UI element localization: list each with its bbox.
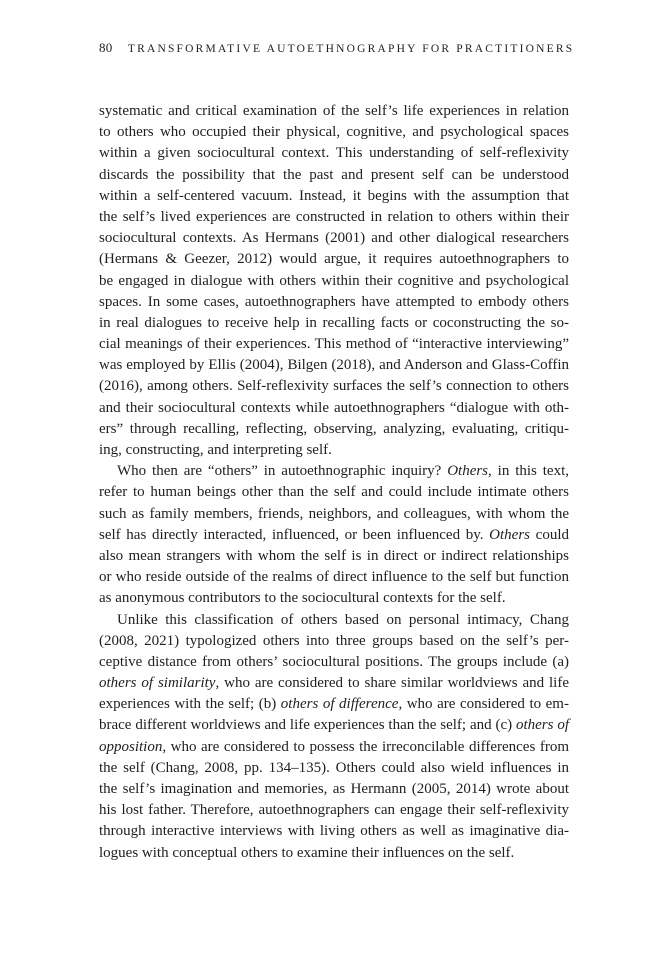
text-line: discards the possibility that the past and present self can be understood (99, 166, 569, 183)
page-number: 80 (99, 40, 113, 55)
text-line: also mean strangers with whom the self is in direct or indirect relationships (99, 547, 569, 564)
italic-term: others of similarity (99, 675, 216, 692)
text-line: refer to human beings other than the self and could include intimate others (99, 484, 569, 501)
text-line: self has directly interacted, influenced, or been influenced by. Others could (99, 526, 569, 543)
text-line: (2008, 2021) typologized others into three groups based on the self’s per- (99, 632, 569, 649)
text-line: was employed by Ellis (2004), Bilgen (2018), and Anderson and Glass-Coffin (99, 357, 569, 374)
text-line: within a given sociocultural context. This understanding of self-reflexivity (99, 145, 569, 162)
text-line: logues with conceptual others to examine their influences on the self. (99, 844, 515, 861)
text-line: the self’s lived experiences are constructed in relation to others within their (99, 208, 569, 225)
text-line: cial meanings of their experiences. This method of “interactive interviewing” (99, 336, 569, 353)
text-line: be engaged in dialogue with others within their cognitive and psychological (99, 272, 569, 289)
text-line: experiences with the self; (b) others of difference, who are considered to em- (99, 696, 569, 713)
text-line: and their sociocultural contexts while autoethnographers “dialogue with oth- (99, 399, 569, 416)
text-line: (Hermans & Geezer, 2012) would argue, it requires autoethnographers to (99, 251, 569, 268)
body-text (99, 101, 569, 864)
text-line: ceptive distance from others’ sociocultural positions. The groups include (a) (99, 653, 569, 670)
text-line: the self (Chang, 2008, pp. 134–135). Others could also wield influences in (99, 759, 569, 776)
text-line: through interactive interviews with living others as well as imaginative dia- (99, 823, 569, 840)
text-line: others of similarity, who are considered to share similar worldviews and life (99, 675, 570, 692)
italic-term: others of (515, 717, 569, 734)
paragraph (99, 461, 569, 609)
italic-term: others of difference (280, 696, 399, 713)
text-line: Who then are “others” in autoethnographic inquiry? Others, in this text, (117, 463, 569, 480)
text-line: to others who occupied their physical, cognitive, and psychological spaces (99, 124, 569, 141)
text-line: opposition, who are considered to possess the irreconcilable differences from (99, 738, 569, 755)
paragraph (99, 101, 569, 461)
text-line: such as family members, friends, neighbors, and colleagues, with whom the (99, 505, 569, 522)
paragraph (99, 610, 569, 864)
text-line: sociocultural contexts. As Hermans (2001) and other dialogical researchers (99, 230, 569, 247)
text-line: Unlike this classification of others based on personal intimacy, Chang (117, 611, 569, 628)
text-line: in real dialogues to receive help in recalling facts or coconstructing the so- (99, 314, 569, 331)
text-line: ing, constructing, and interpreting self. (99, 442, 332, 458)
text-line: systematic and critical examination of the self’s life experiences in relation (99, 103, 569, 119)
running-head (99, 40, 579, 57)
italic-term: Others (489, 526, 531, 543)
text-line: ers” through recalling, reflecting, observing, analyzing, evaluating, critiqu- (99, 420, 569, 437)
book-title: TRANSFORMATIVE AUTOETHNOGRAPHY FOR PRACTITIONERS (127, 43, 575, 55)
text-line: spaces. In some cases, autoethnographers have attempted to embody others (99, 293, 569, 310)
text-line: his lost father. Therefore, autoethnographers can engage their self-reflexivity (99, 802, 569, 819)
text-line: as anonymous contributors to the sociocultural contexts for the self. (99, 590, 506, 607)
text-line: brace different worldviews and life experiences than the self; and (c) others of (99, 717, 569, 734)
text-line: the self’s imagination and memories, as Hermann (2005, 2014) wrote about (99, 781, 569, 797)
text-line: within a self-centered vacuum. Instead, it begins with the assumption that (99, 187, 569, 204)
text-line: (2016), among others. Self-reflexivity surfaces the self’s connection to others (99, 378, 569, 395)
italic-term: opposition (99, 738, 163, 755)
text-line: or who reside outside of the realms of direct influence to the self but function (99, 569, 569, 586)
italic-term: Others (447, 463, 489, 480)
